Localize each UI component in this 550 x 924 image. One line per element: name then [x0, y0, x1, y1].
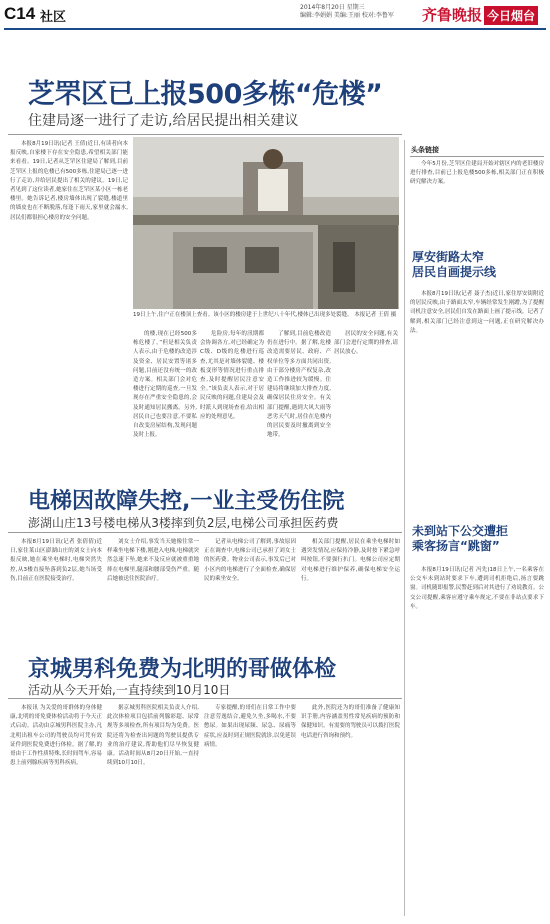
story2-rule	[8, 532, 402, 533]
story1-col3: 的楼,现在已经500多栋危楼了。”但是相关负责人表示,由于危楼的改造涉及资金、居民安置等诸多问题,目前还没有统一的改造方案。相关部门会对危楼进行定期的巡查,一旦发现存在严重安全隐患的,会及时通知居民搬离。另外,居民自己也要注意,不要私自改变房屋结构,发现问题及时上报。	[133, 331, 197, 439]
logo-text: 齐鲁晚报	[422, 6, 483, 24]
section-name: 社区	[40, 10, 67, 25]
story1-headline: 芝罘区已上报500多栋“危楼”	[28, 79, 383, 110]
sidebar-head-label: 头条链接	[411, 146, 439, 154]
story3-subhead: 活动从今天开始,一直持续到10月10日	[28, 683, 231, 697]
pub-date: 2014年8月20日 星期三	[300, 4, 365, 11]
sidebar-rule	[410, 156, 544, 157]
story2-col3: 记者从电梯公司了解到,事故原因正在调查中,电梯公司已承担了刘女士的医药费。物业公司表示,事发后已对小区内的电梯进行了全面检查,确保居民的乘坐安全。	[204, 539, 296, 582]
story3-col3: 专家提醒,的哥们在日常工作中要注意劳逸结合,避免久坐,多喝水,不要憋尿。如果出现尿频、尿急、尿痛等症状,应及时到正规医院就诊,以免延误病情。	[204, 705, 296, 748]
story3-rule	[8, 698, 402, 699]
masthead-rule	[4, 28, 546, 30]
story1-col1: 本报8月19日讯(记者 王倩)近日,有读者向本报反映,自家楼下存在安全隐患,希望相关部门能来看看。19日,记者从芝罘区住建局了解到,目前芝罘区上报的危楼已有500多栋,住建局已逐一进行了走访,并给居民提出了相关的建议。19日,记者见到了这位读者,她家住在芝罘区某小区一栋老楼里。她告诉记者,楼房墙体出现了裂缝,楼道里的墙皮也在不断脱落,每逢下雨天,家里就会漏水,居民们都很担心楼房的安全问题。	[10, 141, 128, 221]
story2-col1: 本报8月19日讯(记者 张倩倩)近日,家住莱山区澎湖山庄的刘女士向本报反映,她在乘坐电梯时,电梯突然失控,从3楼直接坠落到负2层,她当场受伤,目前正在医院接受治疗。	[10, 539, 102, 582]
story3-col1: 本报讯 为关爱的哥群体的身体健康,北明的哥免费体检活动将于今天正式启动。活动由京城男科医院主办,凡北明出租车公司的驾驶员均可凭有效证件到医院免费进行体检。据了解,的哥由于工作性质特殊,长时间驾车,容易患上前列腺疾病等男科疾病。	[10, 705, 102, 767]
rooftop-photo-image	[133, 137, 399, 309]
story1-photo-caption: 19日上午,住户正在楼顶上查看。该小区的楼房建于上世纪八十年代,楼体已出现多处裂缝。 本报记者 王倩 摄	[133, 312, 397, 318]
sidebar-lead: 今年5月份,芝罘区住建局开始对辖区内的老旧楼房进行排查,目前已上报危楼500多栋,相关部门正在积极研究解决方案。	[410, 161, 544, 186]
sidebar-title1: 厚安街路太窄 居民自画提示线	[412, 250, 497, 279]
story1-subhead: 住建局逐一进行了走访,给居民提出相关建议	[28, 113, 299, 129]
story1-col5: 了解到,目前危楼改造仍在进行中。据了解,危楼改造需要居民、政府、产权单位等多方面共同出资,由于部分楼房产权复杂,改造工作推进较为缓慢。住建局将继续加大排查力度,确保居民住房安全。有关部门提醒,遇到大风大雨等恶劣天气时,居住在危楼内的居民要及时撤离到安全地带。	[267, 331, 331, 439]
story1-photo	[133, 137, 399, 309]
story3-headline: 京城男科免费为北明的哥做体检	[28, 657, 337, 682]
sidebar-title2: 未到站下公交遭拒 乘客扬言“跳窗”	[412, 524, 509, 553]
publication-info	[300, 4, 420, 20]
story1-col6: 居民的安全问题,有关部门会进行定期的排查,请居民放心。	[334, 331, 398, 356]
story2-subhead: 澎湖山庄13号楼电梯从3楼摔到负2层,电梯公司承担医药费	[28, 516, 339, 530]
story1-rule	[8, 134, 402, 135]
logo-tag: 今日烟台	[484, 6, 538, 25]
sidebar-body2: 本报8月19日讯(记者 冯先)18日上午,一名乘客在公交车未到站时要求下车,遭到司机拒绝后,扬言要跳窗。司机随即报警,民警赶到后对其进行了劝说教育。公交公司提醒,乘客应遵守乘车规定,不要在非站点要求下车。	[410, 567, 544, 610]
sidebar-divider	[404, 140, 405, 916]
story2-col4: 相关部门提醒,居民在乘坐电梯时如遇突发情况,应保持冷静,及时按下紧急呼叫按钮,不要强行扒门。电梯公司应定期对电梯进行维护保养,确保电梯安全运行。	[301, 539, 400, 582]
page-number: C14	[4, 4, 36, 23]
story3-col2: 据京城男科医院相关负责人介绍,此次体检项目包括前列腺彩超、尿常规等多项检查,所有项目均为免费。医院还将为检查出问题的驾驶员提供专业的治疗建议,帮助他们尽早恢复健康。活动时间从8月20日开始,一直持续到10月10日。	[107, 705, 199, 767]
story3-col4: 此外,医院还为的哥们准备了健康知识手册,内容涵盖男性常见疾病的预防和保健知识。有需要的驾驶员可以拨打医院电话进行咨询和预约。	[301, 705, 400, 739]
masthead	[0, 0, 550, 30]
pub-editors: 编辑:李娟娟 美编:王丽 校对:李鲁军	[300, 12, 394, 19]
story2-headline: 电梯因故障失控,一业主受伤住院	[28, 489, 345, 514]
story1-col4: 危险房,每年的汛期都会协调各方,对已经确定为C级、D级的危楼进行巡查,尤其是对墙体裂缝、楼板变形等情况进行重点排查,及时提醒居民注意安全。”该负责人表示,对于居民反映的问题,住建局会及时派人到现场查看,给出相应的处理意见。	[200, 331, 264, 420]
story2-col2: 刘女士介绍,事发当天她像往常一样乘坐电梯下楼,刚进入电梯,电梯就突然急速下坠,她来不及反应就被重重地摔在电梯里,腿部和腰部受伤严重。随后她被送往医院治疗。	[107, 539, 199, 582]
newspaper-logo	[422, 4, 538, 25]
sidebar-body1: 本报8月19日讯(记者 聂子杰)近日,家住厚安街附近的居民反映,由于路面太窄,车辆经常发生剐蹭,为了提醒司机注意安全,居民们自发在路面上画了提示线。记者了解到,相关部门已经注意到这一问题,正在研究解决办法。	[410, 291, 544, 334]
